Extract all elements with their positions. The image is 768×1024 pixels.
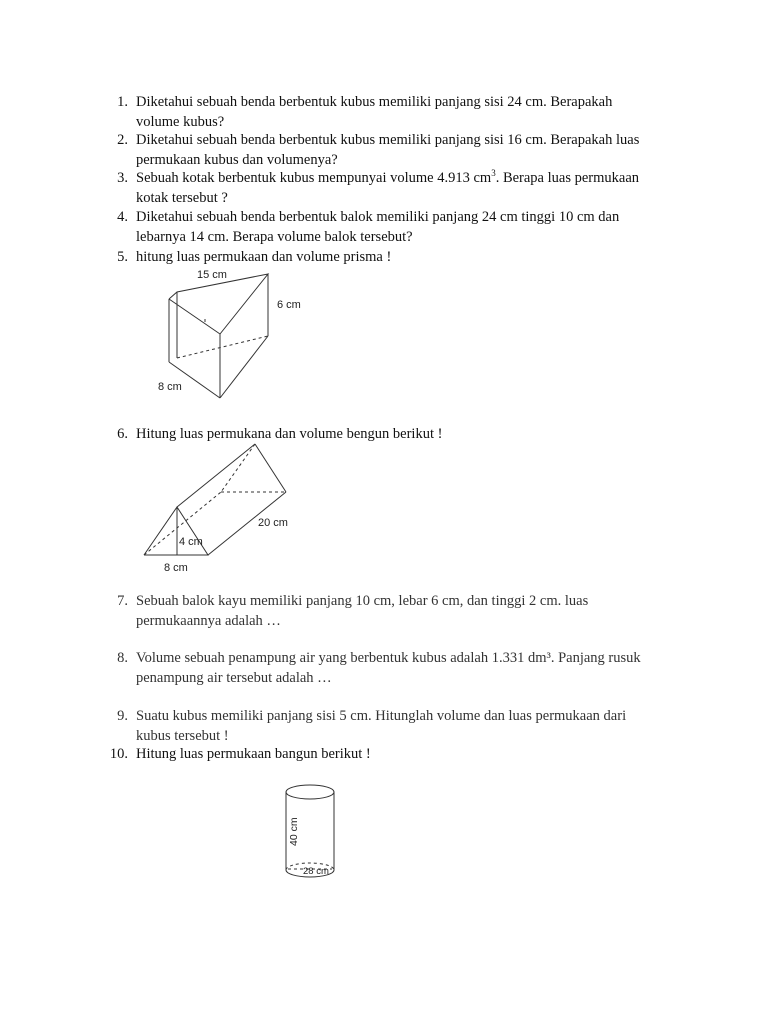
question-number: 2. [117,132,128,148]
question-text: Diketahui sebuah benda berbentuk kubus memiliki panjang sisi 24 cm. Berapakah volume kubus? [136,94,613,130]
prism-figure-6 [140,438,320,578]
question-number: 9. [117,708,128,724]
question-text: Suatu kubus memiliki panjang sisi 5 cm. Hitunglah volume dan luas permukaan dari kubus tersebut ! [136,708,627,744]
question-number: 7. [117,593,128,609]
label-right: 6 cm [277,299,301,311]
question-number: 5. [117,249,128,265]
question-text: Volume sebuah penampung air yang berbentuk kubus adalah 1.331 dm³. Panjang rusuk penampung air tersebut adalah … [136,650,641,686]
prism-figure-5 [150,262,330,407]
question-number: 3. [117,170,128,186]
question-number: 4. [117,209,128,225]
question-text: Sebuah kotak berbentuk kubus mempunyai volume 4.913 $cm^3$. Berapa luas permukaan kotak tersebut ? [136,168,640,206]
question-text: Hitung luas permukaan bangun berikut ! [136,746,371,762]
question-text: Sebuah balok kayu memiliki panjang 10 cm, lebar 6 cm, dan tinggi 2 cm. luas permukaannya adalah … [136,593,589,629]
question-text: Diketahui sebuah benda berbentuk balok memiliki panjang 24 cm tinggi 10 cm dan lebarnya 14 cm. Berapa volume balok tersebut? [136,209,620,245]
question-text: Hitung luas permukana dan volume bengun berikut ! [136,426,443,442]
label-height: 40 cm [288,817,300,846]
label-length: 20 cm [258,517,288,529]
question-number: 6. [117,426,128,442]
question-number: 8. [117,650,128,666]
question-number: 10. [109,746,128,762]
question-text: hitung luas permukaan dan volume prisma ! [136,249,392,265]
cylinder-figure-10 [280,780,350,890]
question-text: Diketahui sebuah benda berbentuk kubus memiliki panjang sisi 16 cm. Berapakah luas permukaan kubus dan volumenya? [136,132,640,168]
label-left: 8 cm [158,381,182,393]
label-height: 4 cm [179,536,203,548]
label-top: 15 cm [197,269,227,281]
question-number: 1. [117,94,128,110]
label-diameter: 28 cm [303,866,329,877]
label-base: 8 cm [164,562,188,574]
